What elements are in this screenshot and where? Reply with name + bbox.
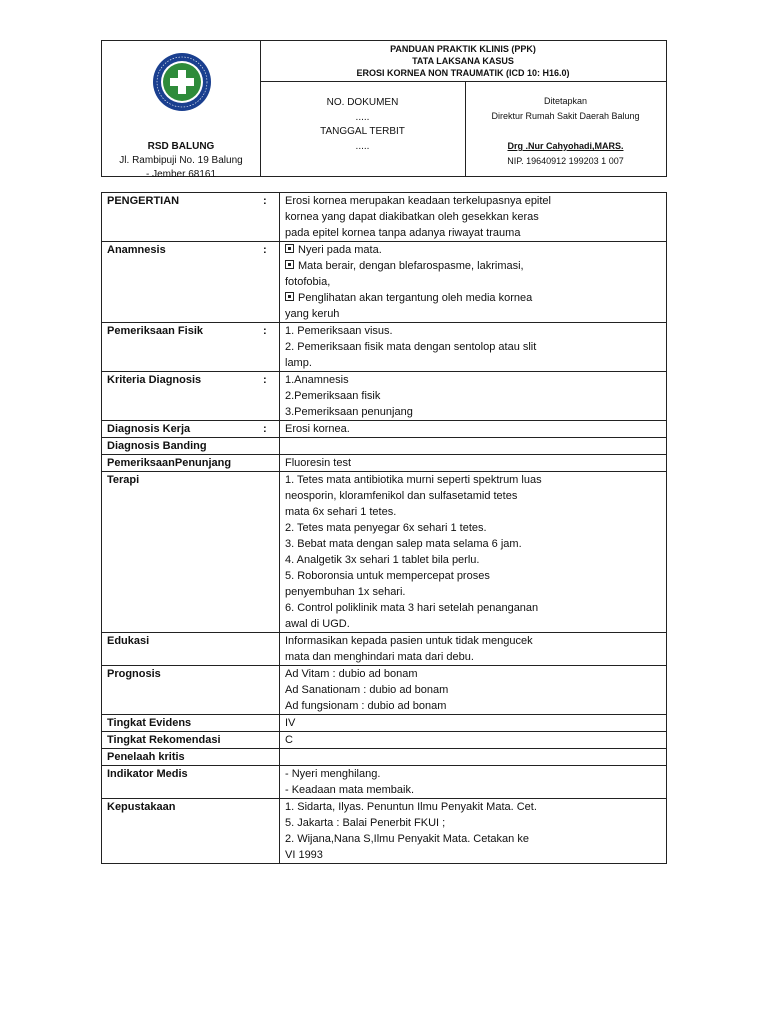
value-line [285,536,666,552]
checkbox-bullet-icon [285,292,294,301]
table-row [102,455,666,472]
value-text: 3.Pemeriksaan penunjang [285,406,413,418]
row-value [280,749,666,765]
value-line [285,698,666,714]
value-text: C [285,734,293,746]
value-line [285,666,666,682]
approval-block [465,81,666,176]
row-value [280,472,666,632]
row-label: Diagnosis Banding [102,438,280,454]
director-nip: NIP. 19640912 199203 1 007 [507,156,624,166]
row-value [280,455,666,471]
row-label: Terapi [102,472,280,632]
hospital-logo [152,52,212,112]
title-line-1: PANDUAN PRAKTIK KLINIS (PPK) [390,44,536,54]
row-colon: : [263,323,280,371]
issued-date-label: TANGGAL TERBIT [320,126,405,137]
value-text: Mata berair, dengan blefarospasme, lakrimasi, [298,260,524,272]
document-info [260,81,466,176]
value-line [285,520,666,536]
value-text [285,440,288,452]
value-line [285,504,666,520]
table-row [102,421,666,438]
row-colon: : [263,372,280,420]
value-text: 5. Roboronsia untuk mempercepat proses [285,570,490,582]
row-label: Pemeriksaan Fisik [107,325,204,337]
row-label: Prognosis [102,666,280,714]
value-text: 6. Control poliklinik mata 3 hari setelah penanganan [285,602,539,614]
approved-label: Ditetapkan [543,96,588,106]
row-colon: : [263,242,280,322]
row-value [280,766,666,798]
row-value [280,799,666,863]
value-text: lamp. [285,357,312,369]
row-colon: : [263,193,280,241]
row-label: Tingkat Evidens [102,715,280,731]
table-row [102,766,666,799]
director-name: Drg .Nur Cahyohadi,MARS. [507,141,624,151]
doc-number-value: ..... [355,112,370,123]
table-row [102,715,666,732]
checkbox-bullet-icon [285,260,294,269]
value-line [285,472,666,488]
value-text: Ad Vitam : dubio ad bonam [285,668,418,680]
value-line [285,355,666,371]
value-text: pada epitel kornea tanpa adanya riwayat trauma [285,227,521,239]
value-line [285,831,666,847]
hospital-name: RSD BALUNG [147,141,215,152]
row-label: Diagnosis Kerja [107,423,191,435]
value-line [285,242,666,258]
row-colon: : [263,421,280,437]
document-title [260,41,666,82]
row-value [280,438,666,454]
value-line [285,274,666,290]
value-line [285,568,666,584]
value-line [285,290,666,306]
value-line [285,488,666,504]
value-line [285,258,666,274]
value-line [285,600,666,616]
row-label: Tingkat Rekomendasi [102,732,280,748]
value-text: - Keadaan mata membaik. [285,784,415,796]
value-text: Erosi kornea. [285,423,350,435]
value-text: 3. Bebat mata dengan salep mata selama 6 jam. [285,538,522,550]
title-line-3: EROSI KORNEA NON TRAUMATIK (ICD 10: H16.0) [356,68,570,78]
value-line [285,225,666,241]
value-line [285,616,666,632]
hospital-address-line2: - Jember 68161 [145,169,217,180]
row-label: Penelaah kritis [102,749,280,765]
value-text: 2. Tetes mata penyegar 6x sehari 1 tetes. [285,522,487,534]
value-line [285,323,666,339]
row-value [280,372,666,420]
value-text: 1. Tetes mata antibiotika murni seperti spektrum luas [285,474,542,486]
value-line [285,438,666,454]
value-line [285,306,666,322]
value-text: Informasikan kepada pasien untuk tidak mengucek [285,635,533,647]
row-value [280,193,666,241]
value-text: yang keruh [285,308,340,320]
doc-number-label: NO. DOKUMEN [326,97,399,108]
row-label: PENGERTIAN [107,195,180,207]
value-line [285,193,666,209]
value-line [285,209,666,225]
value-line [285,339,666,355]
value-text: neosporin, kloramfenikol dan sulfasetamid tetes [285,490,518,502]
value-line [285,372,666,388]
value-text: Ad fungsionam : dubio ad bonam [285,700,447,712]
value-text: Erosi kornea merupakan keadaan terkelupasnya epitel [285,195,551,207]
value-text: awal di UGD. [285,618,350,630]
value-line [285,766,666,782]
value-text [285,751,288,763]
table-row [102,242,666,323]
checkbox-bullet-icon [285,244,294,253]
value-line [285,847,666,863]
row-value [280,633,666,665]
table-row [102,633,666,666]
value-text: fotofobia, [285,276,331,288]
value-text: IV [285,717,296,729]
value-line [285,552,666,568]
table-row [102,749,666,766]
value-text: VI 1993 [285,849,323,861]
row-value [280,732,666,748]
value-line [285,715,666,731]
value-text: - Nyeri menghilang. [285,768,381,780]
value-text: penyembuhan 1x sehari. [285,586,406,598]
row-label: Anamnesis [107,244,166,256]
value-text: Fluoresin test [285,457,352,469]
document-header [101,40,667,180]
row-label: PemeriksaanPenunjang [102,455,280,471]
value-text: 1. Pemeriksaan visus. [285,325,393,337]
hospital-identity [102,41,261,180]
table-row [102,799,666,863]
table-row [102,472,666,633]
hospital-address-line1: Jl. Rambipuji No. 19 Balung [119,155,243,166]
value-text: 2. Pemeriksaan fisik mata dengan sentolop atau slit [285,341,537,353]
row-label: Kepustakaan [102,799,280,863]
issued-date-value: ..... [355,141,370,152]
value-line [285,421,666,437]
value-text: 1. Sidarta, Ilyas. Penuntun Ilmu Penyakit Mata. Cet. [285,801,537,813]
table-row [102,193,666,242]
row-label: Edukasi [102,633,280,665]
table-row [102,323,666,372]
clinical-guideline-table [101,192,667,864]
row-value [280,323,666,371]
value-line [285,782,666,798]
value-line [285,732,666,748]
value-text: mata 6x sehari 1 tetes. [285,506,397,518]
value-text: Ad Sanationam : dubio ad bonam [285,684,449,696]
value-line [285,455,666,471]
value-line [285,584,666,600]
table-row [102,732,666,749]
value-text: Nyeri pada mata. [298,244,382,256]
table-row [102,372,666,421]
table-row [102,438,666,455]
value-line [285,633,666,649]
value-text: 2.Pemeriksaan fisik [285,390,381,402]
approved-by: Direktur Rumah Sakit Daerah Balung [491,111,640,121]
value-text: Penglihatan akan tergantung oleh media kornea [298,292,533,304]
value-text: 5. Jakarta : Balai Penerbit FKUI ; [285,817,446,829]
row-label: Indikator Medis [102,766,280,798]
value-text: 2. Wijana,Nana S,Ilmu Penyakit Mata. Cetakan ke [285,833,529,845]
value-text: 4. Analgetik 3x sehari 1 tablet bila perlu. [285,554,480,566]
value-line [285,815,666,831]
value-text: kornea yang dapat diakibatkan oleh gesekkan keras [285,211,539,223]
value-line [285,388,666,404]
value-text: mata dan menghindari mata dari debu. [285,651,474,663]
value-line [285,749,666,765]
value-line [285,799,666,815]
row-value [280,666,666,714]
row-label: Kriteria Diagnosis [107,374,202,386]
title-line-2: TATA LAKSANA KASUS [412,56,514,66]
value-line [285,404,666,420]
row-value [280,242,666,322]
value-line [285,649,666,665]
row-value [280,715,666,731]
row-value [280,421,666,437]
value-line [285,682,666,698]
table-row [102,666,666,715]
value-text: 1.Anamnesis [285,374,349,386]
